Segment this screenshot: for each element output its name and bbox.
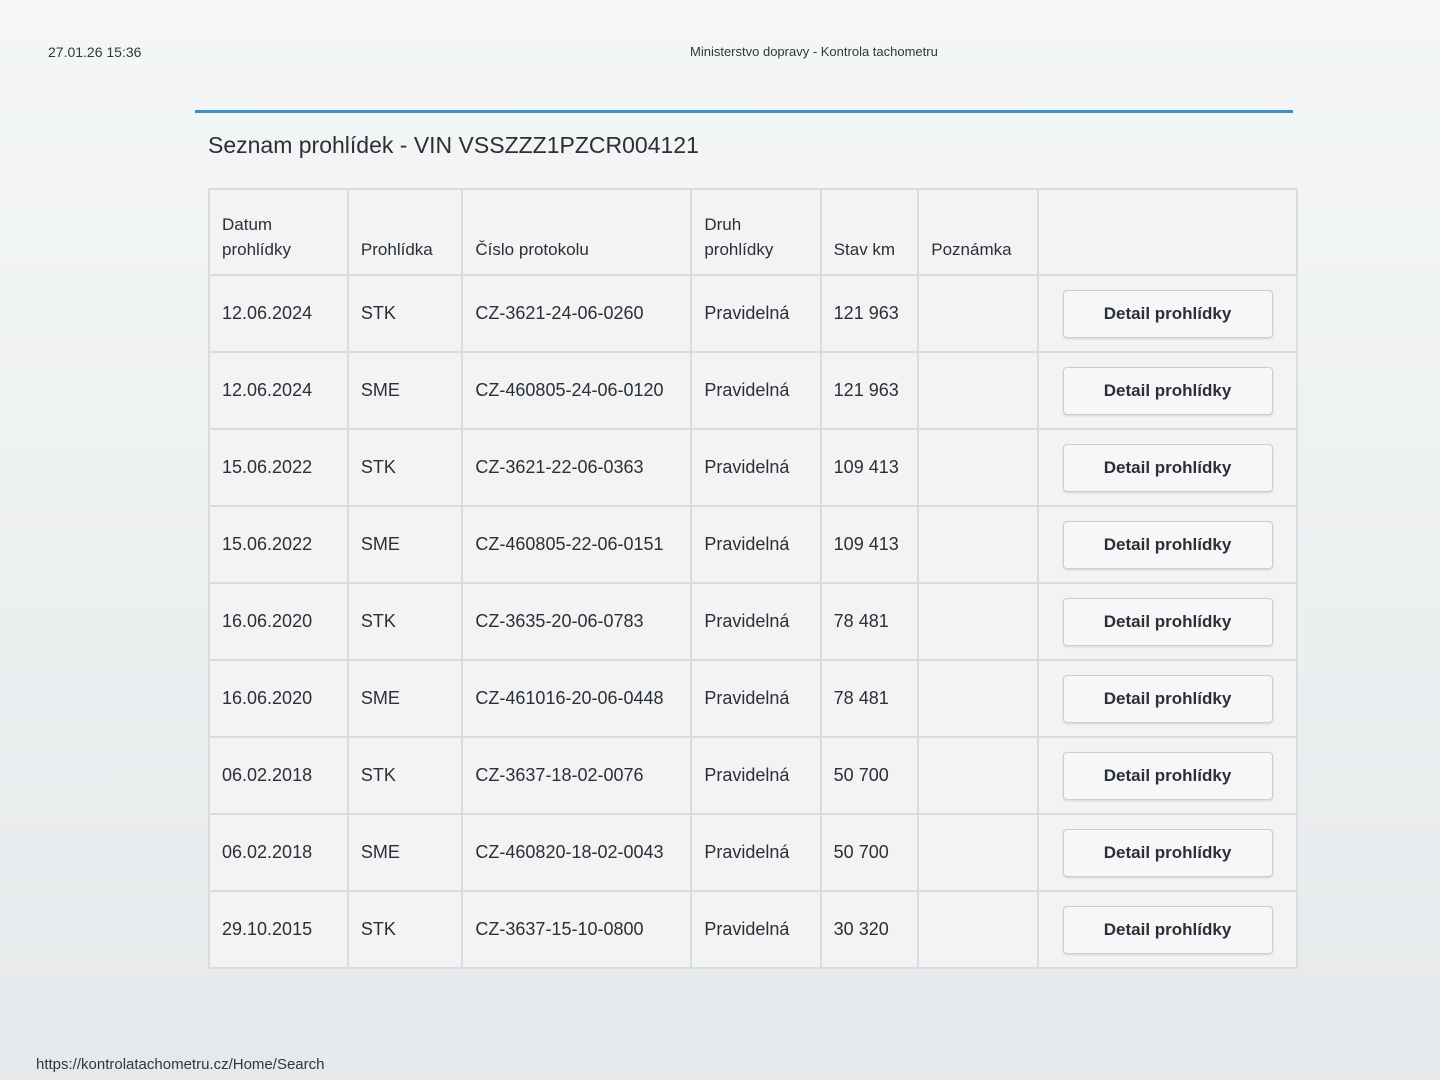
cell-km: 50 700 xyxy=(821,737,919,814)
table-row xyxy=(209,814,1297,891)
cell-protocol: CZ-461016-20-06-0448 xyxy=(462,660,691,737)
cell-note xyxy=(918,429,1038,506)
cell-note xyxy=(918,737,1038,814)
print-site-title: Ministerstvo dopravy - Kontrola tachometru xyxy=(690,44,938,59)
cell-inspection: STK xyxy=(348,429,462,506)
cell-km: 78 481 xyxy=(821,660,919,737)
table-row xyxy=(209,352,1297,429)
cell-protocol: CZ-460805-22-06-0151 xyxy=(462,506,691,583)
table-row xyxy=(209,506,1297,583)
cell-action xyxy=(1038,506,1297,583)
table-row xyxy=(209,737,1297,814)
cell-inspection: SME xyxy=(348,506,462,583)
cell-action xyxy=(1038,814,1297,891)
cell-protocol: CZ-460820-18-02-0043 xyxy=(462,814,691,891)
cell-kind: Pravidelná xyxy=(691,275,820,352)
cell-date: 15.06.2022 xyxy=(209,506,348,583)
cell-action xyxy=(1038,891,1297,968)
cell-date: 12.06.2024 xyxy=(209,275,348,352)
cell-kind: Pravidelná xyxy=(691,583,820,660)
cell-note xyxy=(918,891,1038,968)
cell-inspection: STK xyxy=(348,737,462,814)
inspections-table xyxy=(208,188,1298,969)
cell-action xyxy=(1038,660,1297,737)
cell-note xyxy=(918,583,1038,660)
table-row xyxy=(209,891,1297,968)
cell-inspection: STK xyxy=(348,275,462,352)
table-row xyxy=(209,275,1297,352)
detail-button[interactable]: Detail prohlídky xyxy=(1063,829,1273,877)
print-footer-url: https://kontrolatachometru.cz/Home/Search xyxy=(36,1056,325,1073)
column-header-protocol: Číslo protokolu xyxy=(462,189,691,275)
detail-button[interactable]: Detail prohlídky xyxy=(1063,367,1273,415)
cell-note xyxy=(918,352,1038,429)
column-header-date: Datum prohlídky xyxy=(209,189,348,275)
column-header-note: Poznámka xyxy=(918,189,1038,275)
cell-inspection: SME xyxy=(348,352,462,429)
detail-button[interactable]: Detail prohlídky xyxy=(1063,598,1273,646)
column-header-action xyxy=(1038,189,1297,275)
cell-km: 30 320 xyxy=(821,891,919,968)
detail-button[interactable]: Detail prohlídky xyxy=(1063,675,1273,723)
cell-km: 121 963 xyxy=(821,275,919,352)
cell-note xyxy=(918,814,1038,891)
detail-button[interactable]: Detail prohlídky xyxy=(1063,906,1273,954)
cell-kind: Pravidelná xyxy=(691,891,820,968)
column-header-inspection: Prohlídka xyxy=(348,189,462,275)
cell-kind: Pravidelná xyxy=(691,814,820,891)
cell-protocol: CZ-460805-24-06-0120 xyxy=(462,352,691,429)
cell-protocol: CZ-3637-18-02-0076 xyxy=(462,737,691,814)
cell-inspection: STK xyxy=(348,583,462,660)
cell-protocol: CZ-3637-15-10-0800 xyxy=(462,891,691,968)
header-accent-line xyxy=(195,110,1293,113)
column-header-km: Stav km xyxy=(821,189,919,275)
cell-km: 121 963 xyxy=(821,352,919,429)
column-header-kind: Druh prohlídky xyxy=(691,189,820,275)
cell-km: 109 413 xyxy=(821,429,919,506)
cell-date: 12.06.2024 xyxy=(209,352,348,429)
detail-button[interactable]: Detail prohlídky xyxy=(1063,521,1273,569)
detail-button[interactable]: Detail prohlídky xyxy=(1063,444,1273,492)
cell-km: 50 700 xyxy=(821,814,919,891)
cell-action xyxy=(1038,275,1297,352)
cell-date: 16.06.2020 xyxy=(209,660,348,737)
cell-protocol: CZ-3621-24-06-0260 xyxy=(462,275,691,352)
cell-kind: Pravidelná xyxy=(691,506,820,583)
cell-protocol: CZ-3635-20-06-0783 xyxy=(462,583,691,660)
table-header-row xyxy=(209,189,1297,275)
cell-km: 78 481 xyxy=(821,583,919,660)
table-row xyxy=(209,660,1297,737)
cell-action xyxy=(1038,737,1297,814)
cell-date: 06.02.2018 xyxy=(209,814,348,891)
detail-button[interactable]: Detail prohlídky xyxy=(1063,290,1273,338)
cell-kind: Pravidelná xyxy=(691,352,820,429)
cell-km: 109 413 xyxy=(821,506,919,583)
cell-date: 29.10.2015 xyxy=(209,891,348,968)
cell-note xyxy=(918,506,1038,583)
cell-date: 15.06.2022 xyxy=(209,429,348,506)
cell-action xyxy=(1038,583,1297,660)
cell-kind: Pravidelná xyxy=(691,737,820,814)
cell-note xyxy=(918,660,1038,737)
table-row xyxy=(209,583,1297,660)
cell-date: 06.02.2018 xyxy=(209,737,348,814)
detail-button[interactable]: Detail prohlídky xyxy=(1063,752,1273,800)
table-row xyxy=(209,429,1297,506)
print-datetime: 27.01.26 15:36 xyxy=(48,44,142,60)
cell-inspection: STK xyxy=(348,891,462,968)
cell-kind: Pravidelná xyxy=(691,660,820,737)
cell-protocol: CZ-3621-22-06-0363 xyxy=(462,429,691,506)
cell-inspection: SME xyxy=(348,660,462,737)
cell-inspection: SME xyxy=(348,814,462,891)
cell-action xyxy=(1038,352,1297,429)
cell-action xyxy=(1038,429,1297,506)
cell-note xyxy=(918,275,1038,352)
page-title: Seznam prohlídek - VIN VSSZZZ1PZCR004121 xyxy=(208,132,699,158)
cell-kind: Pravidelná xyxy=(691,429,820,506)
cell-date: 16.06.2020 xyxy=(209,583,348,660)
